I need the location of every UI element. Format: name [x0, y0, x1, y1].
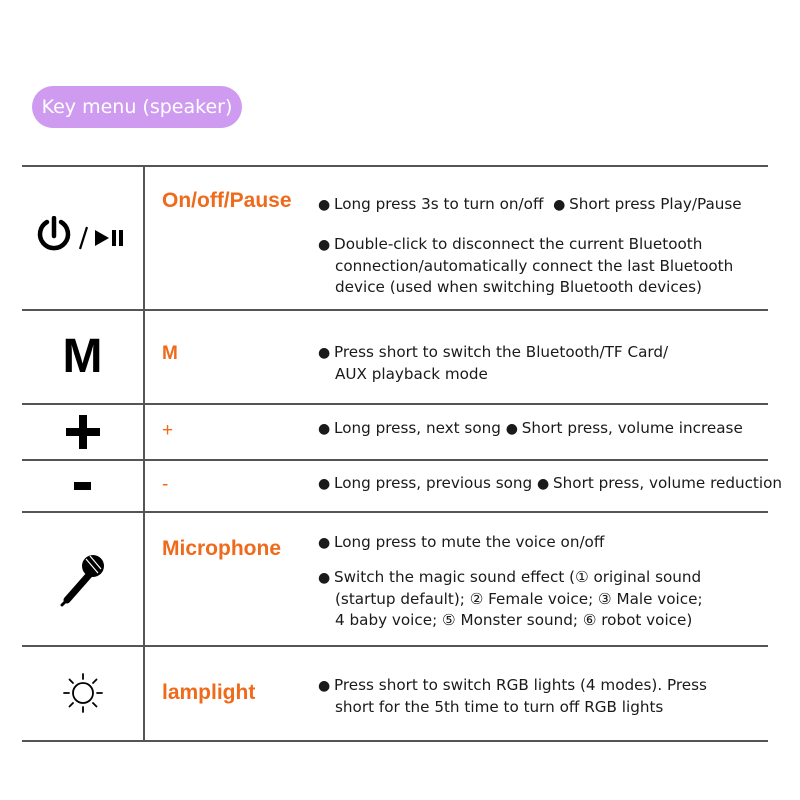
- table-rule: [22, 740, 768, 742]
- key-description: [318, 675, 798, 718]
- description-text: Long press 3s to turn on/off: [334, 195, 544, 213]
- description-text: Long press to mute the voice on/off: [334, 533, 605, 551]
- description-text: Press short to switch RGB lights (4 modes). Press: [334, 676, 707, 694]
- description-text: (startup default); ② Female voice; ③ Male voice;: [335, 590, 703, 608]
- bullet: ●: [318, 535, 331, 551]
- section-title-pill: [32, 86, 242, 128]
- bullet: ●: [318, 421, 331, 437]
- key-name: M: [162, 343, 178, 364]
- key-description: [318, 194, 798, 298]
- description-text: 4 baby voice; ⑤ Monster sound; ⑥ robot voice): [335, 611, 693, 629]
- section-title: Key menu (speaker): [41, 96, 233, 118]
- key-name: Microphone: [162, 537, 281, 560]
- key-description: [318, 473, 798, 495]
- bullet: ●: [537, 476, 550, 492]
- description-text: Switch the magic sound effect (① original sound: [334, 568, 702, 586]
- description-text: Press short to switch the Bluetooth/TF Card/: [334, 343, 669, 361]
- key-description: [318, 342, 798, 385]
- key-description: [318, 532, 798, 631]
- microphone-icon: [22, 512, 143, 645]
- table-row-power: [22, 166, 768, 309]
- bullet: ●: [318, 345, 331, 361]
- description-text: Short press, volume increase: [521, 419, 743, 437]
- table-row-mode: [22, 310, 768, 403]
- table-row-microphone: [22, 512, 768, 645]
- description-text: device (used when switching Bluetooth devices): [335, 278, 702, 296]
- key-name: +: [162, 420, 174, 441]
- power-play-pause-icon: [22, 166, 143, 309]
- bullet: ●: [318, 197, 331, 213]
- description-text: Long press, next song: [334, 419, 501, 437]
- description-text: connection/automatically connect the last Bluetooth: [335, 257, 734, 275]
- description-text: short for the 5th time to turn off RGB lights: [335, 698, 664, 716]
- mode-icon: [22, 310, 143, 403]
- description-text: AUX playback mode: [335, 365, 488, 383]
- key-name: -: [162, 474, 169, 495]
- mode-icon-letter: M: [62, 330, 103, 383]
- table-row-plus: [22, 404, 768, 459]
- key-name: lamplight: [162, 681, 256, 704]
- table-row-lamplight: [22, 646, 768, 740]
- plus-icon: [22, 404, 143, 459]
- bullet: ●: [318, 678, 331, 694]
- description-text: Long press, previous song: [334, 474, 533, 492]
- minus-icon: [22, 460, 143, 511]
- sun-icon: [22, 646, 143, 740]
- description-text: Short press, volume reduction: [553, 474, 783, 492]
- description-text: Short press Play/Pause: [569, 195, 742, 213]
- bullet: ●: [318, 237, 331, 253]
- bullet: ●: [318, 570, 331, 586]
- description-text: Double-click to disconnect the current Bluetooth: [334, 235, 703, 253]
- key-name: On/off/Pause: [162, 189, 292, 212]
- key-description: [318, 418, 798, 440]
- bullet: ●: [553, 197, 566, 213]
- bullet: ●: [505, 421, 518, 437]
- bullet: ●: [318, 476, 331, 492]
- table-row-minus: [22, 460, 783, 511]
